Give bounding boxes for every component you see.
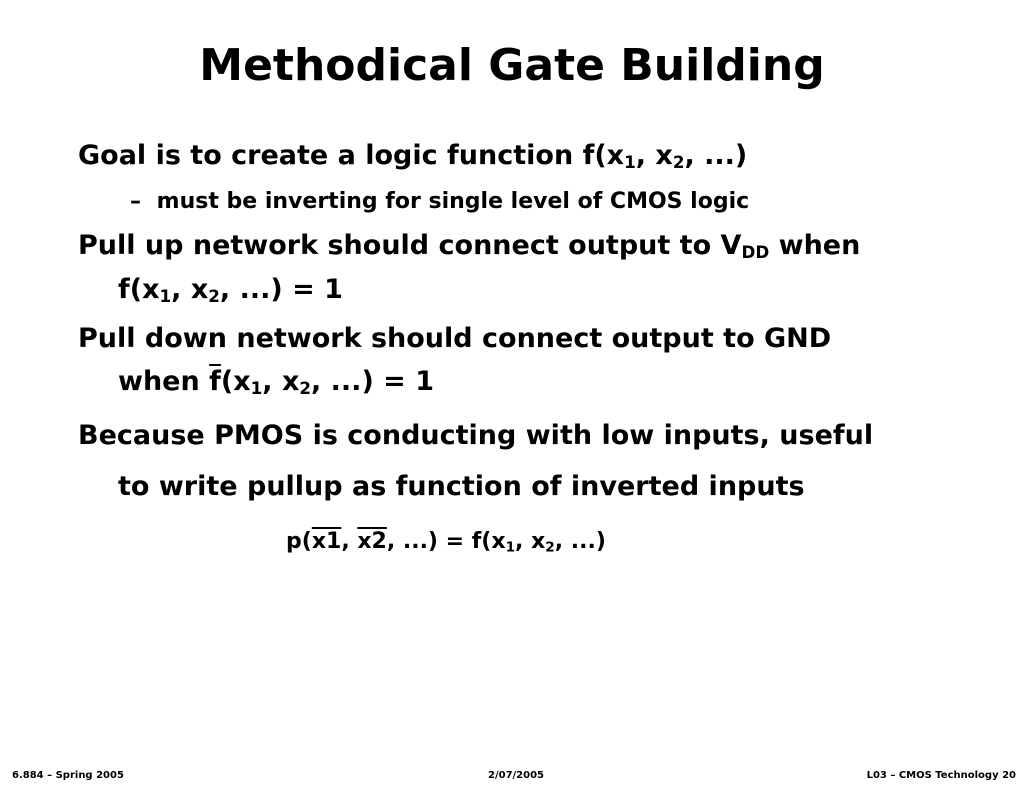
footer-date: 2/07/2005	[488, 770, 545, 781]
pullup-text: f(x	[118, 274, 160, 305]
pulldown-text: when	[118, 366, 210, 397]
pulldown-text: , x	[262, 366, 300, 397]
goal-text: Goal is to create a logic function f(x	[78, 140, 625, 171]
pulldown-bullet-line1: Pull down network should connect output to GND	[78, 323, 832, 354]
subscript: 1	[250, 378, 263, 399]
footer-course: 6.884 – Spring 2005	[12, 770, 124, 781]
subscript: 1	[159, 286, 172, 307]
formula-text: , ...)	[554, 529, 606, 554]
goal-sub-text: must be inverting for single level of CMOS logic	[156, 189, 750, 214]
pullup-bullet-line2	[118, 274, 343, 305]
subscript: 2	[208, 286, 220, 307]
formula	[286, 529, 606, 554]
pullup-text: when	[769, 230, 861, 261]
pulldown-bullet-line2	[118, 366, 434, 397]
subscript: 1	[624, 152, 636, 173]
f-bar: $\overline{f}$	[209, 366, 221, 397]
subscript: 1	[505, 539, 516, 556]
pullup-text: , ...) = 1	[219, 274, 343, 305]
goal-text: , x	[635, 140, 673, 171]
goal-text: , ...)	[684, 140, 748, 171]
x1-bar: x1	[311, 529, 342, 554]
pulldown-text: (x	[220, 366, 251, 397]
subscript: DD	[741, 242, 770, 263]
pulldown-text: , ...) = 1	[311, 366, 434, 397]
because-bullet-line1: Because PMOS is conducting with low inputs, useful	[78, 420, 874, 451]
because-bullet-line2: to write pullup as function of inverted inputs	[118, 471, 805, 502]
pullup-text: Pull up network should connect output to V	[78, 230, 742, 261]
formula-text: ,	[341, 529, 358, 554]
goal-bullet	[78, 140, 747, 171]
formula-text: , x	[515, 529, 546, 554]
pullup-bullet-line1	[78, 230, 860, 261]
subscript: 2	[299, 378, 312, 399]
footer-lecture-page: L03 – CMOS Technology 20	[866, 770, 1016, 781]
slide-title: Methodical Gate Building	[199, 40, 825, 91]
formula-text: , ...) = f(x	[386, 529, 506, 554]
subscript: 2	[672, 152, 685, 173]
dash-marker: –	[130, 189, 141, 214]
formula-text: p(	[286, 529, 312, 554]
x2-bar: x2	[357, 529, 387, 554]
goal-sub-bullet	[130, 189, 749, 214]
pullup-text: , x	[171, 274, 209, 305]
subscript: 2	[545, 539, 555, 556]
